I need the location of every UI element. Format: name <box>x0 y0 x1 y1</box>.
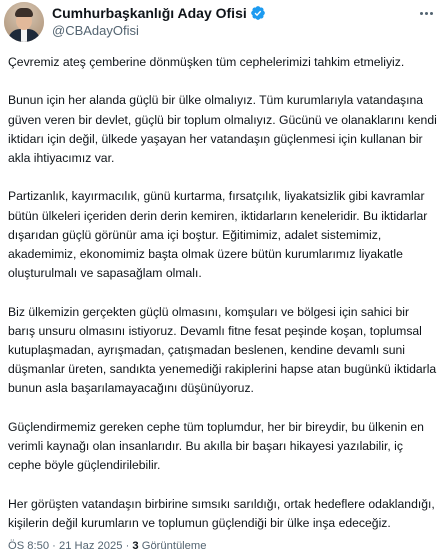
tweet-date[interactable]: 21 Haz 2025 <box>59 540 123 552</box>
views-label: Görüntüleme <box>141 540 207 552</box>
author-display-name[interactable]: Cumhurbaşkanlığı Aday Ofisi <box>52 5 247 21</box>
more-options-icon[interactable] <box>415 4 437 22</box>
tweet-text <box>8 53 438 533</box>
meta-separator: · <box>52 540 56 552</box>
tweet-paragraph: Güçlendirmemiz gereken cephe tüm toplumdur, her bir bireydir, bu ülkenin en verimli kaynağı olan insanlarıdır. Bu akılla bir başarı hikayesi yazılabilir, iç cephe böyle güçlendirilebilir. <box>8 419 424 473</box>
tweet-paragraph: Çevremiz ateş çemberine dönmüşken tüm cephelerimizi tahkim etmeliyiz. <box>8 55 405 69</box>
tweet-paragraph: Biz ülkemizin gerçekten güçlü olmasını, komşuları ve bölgesi için sahici bir barış unsuru olmasını istiyoruz. Devamlı fitne fesat peşinde koşan, toplumsal kutuplaşmadan, ayrışmadan, çatışmadan beslenen, kendine devamlı suni düşmanlar üreten, sandıkta yenemediği rakiplerini hapse atan bugünkü iktidarla bunun asla başarılamayacağını düşünüyoruz. <box>8 304 437 396</box>
tweet-paragraph: Her görüşten vatandaşın birbirine sımsıkı sarıldığı, ortak hedeflere odaklandığı, kişilerin değil kurumların ve toplumun güçlendiği bir ülke inşa edeceğiz. <box>8 496 435 530</box>
tweet-time[interactable]: ÖS 8:50 <box>8 540 50 552</box>
avatar[interactable] <box>4 2 44 42</box>
meta-separator: · <box>125 540 130 552</box>
author-name-row[interactable] <box>52 4 266 22</box>
views-count: 3 <box>132 540 139 552</box>
tweet-header <box>0 0 443 44</box>
author-handle[interactable]: @CBAdayOfisi <box>52 23 139 38</box>
verified-badge-icon <box>250 5 266 21</box>
tweet-paragraph: Partizanlık, kayırmacılık, günü kurtarma, fırsatçılık, liyakatsizlik gibi kavramlar bütün ülkeleri içeriden derin derin kemiren, iktidarların keneleridir. Bu iktidarlar dışarıdan güçlü görünür ama içi boştur. Eğitimimiz, adalet sistemimiz, akademimiz, ekonomimiz başta olmak üzere bütün kurumlarımız liyakatle oluşturulmalı ve sapasağlam olmalı. <box>8 189 428 281</box>
tweet-meta <box>8 540 206 552</box>
tweet-paragraph: Bunun için her alanda güçlü bir ülke olmalıyız. Tüm kurumlarıyla vatandaşına güven veren bir devlet, güçlü bir toplum olmalıyız. Gücünü ve olanaklarını kendi iktidarı için değil, ülkede yaşayan her vatandaşın güçlenmesi için kullanan bir akla ihtiyacımız var. <box>8 93 437 165</box>
